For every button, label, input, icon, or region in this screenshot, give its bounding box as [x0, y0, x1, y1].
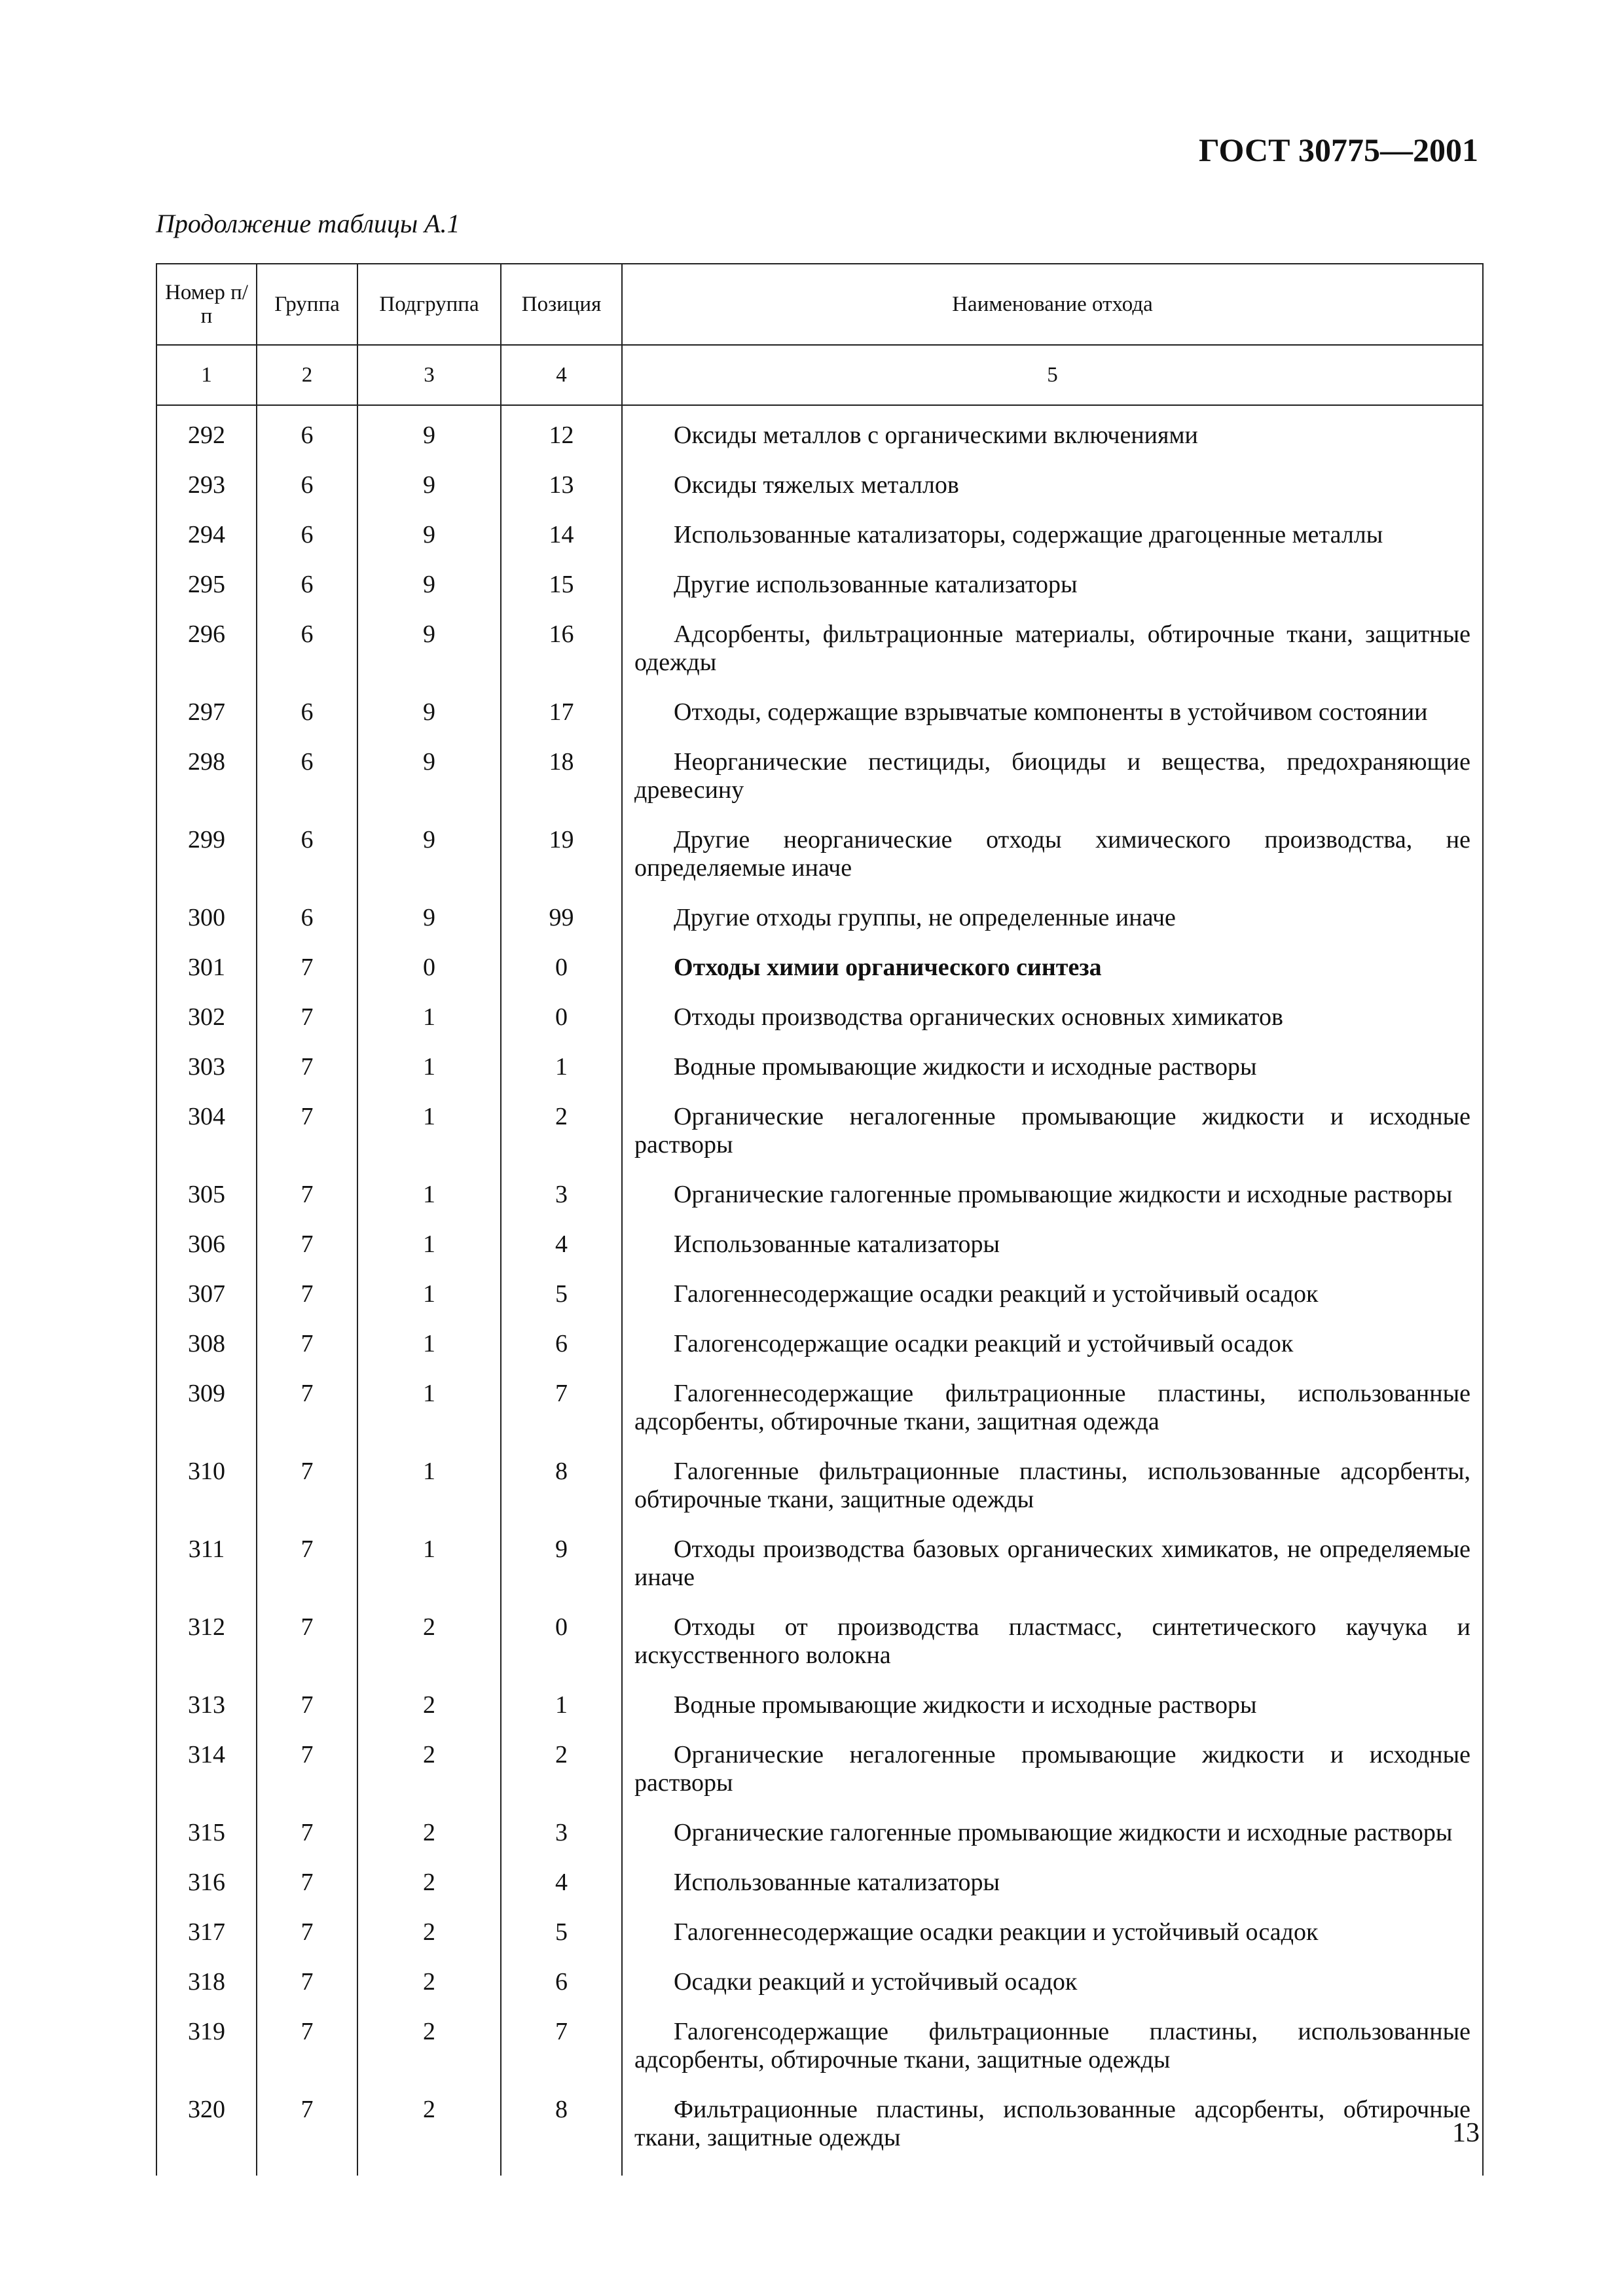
row-number: 295	[156, 563, 257, 613]
table-row	[156, 1095, 1483, 1173]
column-number-row	[156, 345, 1483, 405]
row-subgroup: 1	[357, 1223, 501, 1272]
row-number: 300	[156, 896, 257, 946]
row-subgroup: 1	[357, 1450, 501, 1528]
row-position: 8	[501, 1450, 622, 1528]
row-subgroup: 9	[357, 613, 501, 691]
row-subgroup: 2	[357, 1861, 501, 1910]
row-subgroup: 1	[357, 1528, 501, 1605]
row-position: 6	[501, 1960, 622, 2010]
row-number: 302	[156, 996, 257, 1045]
row-number: 313	[156, 1683, 257, 1733]
column-number: 3	[357, 345, 501, 405]
row-position: 13	[501, 463, 622, 513]
row-waste-name: Галогеннесодержащие фильтрационные пластины, использованные адсорбенты, обтирочные ткани, защитная одежда	[622, 1372, 1483, 1450]
row-group: 6	[257, 896, 357, 946]
row-number: 320	[156, 2088, 257, 2176]
header-subgroup: Подгруппа	[357, 264, 501, 345]
row-number: 318	[156, 1960, 257, 2010]
table-row	[156, 1733, 1483, 1811]
table-row	[156, 1450, 1483, 1528]
row-number: 310	[156, 1450, 257, 1528]
row-subgroup: 9	[357, 563, 501, 613]
table-row	[156, 563, 1483, 613]
table-row	[156, 1960, 1483, 2010]
row-group: 7	[257, 1910, 357, 1960]
row-group: 7	[257, 1733, 357, 1811]
row-group: 7	[257, 996, 357, 1045]
row-subgroup: 1	[357, 1322, 501, 1372]
row-waste-name: Органические негалогенные промывающие жидкости и исходные растворы	[622, 1095, 1483, 1173]
row-waste-name: Использованные катализаторы	[622, 1223, 1483, 1272]
row-waste-name: Осадки реакций и устойчивый осадок	[622, 1960, 1483, 2010]
row-position: 16	[501, 613, 622, 691]
row-position: 1	[501, 1683, 622, 1733]
row-number: 304	[156, 1095, 257, 1173]
row-waste-name: Неорганические пестициды, биоциды и вещества, предохраняющие древесину	[622, 740, 1483, 818]
table-row	[156, 1223, 1483, 1272]
column-number: 4	[501, 345, 622, 405]
row-number: 314	[156, 1733, 257, 1811]
row-number: 298	[156, 740, 257, 818]
row-group: 6	[257, 691, 357, 740]
table-header-row	[156, 264, 1483, 345]
table-row	[156, 463, 1483, 513]
row-group: 7	[257, 1960, 357, 2010]
row-position: 5	[501, 1910, 622, 1960]
row-position: 4	[501, 1223, 622, 1272]
row-waste-name: Органические негалогенные промывающие жидкости и исходные растворы	[622, 1733, 1483, 1811]
row-waste-name: Использованные катализаторы, содержащие драгоценные металлы	[622, 513, 1483, 563]
row-group: 7	[257, 1272, 357, 1322]
row-subgroup: 2	[357, 1811, 501, 1861]
row-waste-name: Другие отходы группы, не определенные иначе	[622, 896, 1483, 946]
row-position: 7	[501, 2010, 622, 2088]
row-waste-name: Водные промывающие жидкости и исходные растворы	[622, 1045, 1483, 1095]
table-row	[156, 1272, 1483, 1322]
row-waste-name: Отходы производства органических основных химикатов	[622, 996, 1483, 1045]
row-waste-name: Фильтрационные пластины, использованные адсорбенты, обтирочные ткани, защитные одежды	[622, 2088, 1483, 2176]
row-position: 15	[501, 563, 622, 613]
row-waste-name: Оксиды металлов с органическими включениями	[622, 405, 1483, 463]
row-waste-name: Использованные катализаторы	[622, 1861, 1483, 1910]
table-row	[156, 1322, 1483, 1372]
table-row	[156, 1045, 1483, 1095]
row-waste-name: Органические галогенные промывающие жидкости и исходные растворы	[622, 1811, 1483, 1861]
row-subgroup: 0	[357, 946, 501, 996]
table-row	[156, 1811, 1483, 1861]
header-number: Номер п/п	[156, 264, 257, 345]
column-number: 5	[622, 345, 1483, 405]
row-number: 307	[156, 1272, 257, 1322]
table-row	[156, 2088, 1483, 2176]
row-waste-name: Галогенсодержащие фильтрационные пластины, использованные адсорбенты, обтирочные ткани, защитные одежды	[622, 2010, 1483, 2088]
row-position: 14	[501, 513, 622, 563]
row-group: 6	[257, 405, 357, 463]
row-position: 2	[501, 1095, 622, 1173]
table-row	[156, 1173, 1483, 1223]
row-subgroup: 1	[357, 1272, 501, 1322]
row-subgroup: 9	[357, 818, 501, 896]
row-number: 306	[156, 1223, 257, 1272]
table-row	[156, 1528, 1483, 1605]
row-waste-name: Отходы производства базовых органических химикатов, не определяемые иначе	[622, 1528, 1483, 1605]
row-subgroup: 2	[357, 1733, 501, 1811]
row-waste-name: Галогенсодержащие осадки реакций и устойчивый осадок	[622, 1322, 1483, 1372]
waste-classification-table	[156, 263, 1484, 2176]
row-number: 296	[156, 613, 257, 691]
row-subgroup: 9	[357, 463, 501, 513]
row-group: 6	[257, 818, 357, 896]
table-row	[156, 740, 1483, 818]
row-position: 8	[501, 2088, 622, 2176]
row-group: 7	[257, 1223, 357, 1272]
row-waste-name: Галогеннесодержащие осадки реакций и устойчивый осадок	[622, 1272, 1483, 1322]
row-subgroup: 9	[357, 405, 501, 463]
row-position: 0	[501, 996, 622, 1045]
row-subgroup: 2	[357, 2010, 501, 2088]
row-group: 7	[257, 1450, 357, 1528]
row-position: 17	[501, 691, 622, 740]
row-subgroup: 9	[357, 513, 501, 563]
row-group: 7	[257, 1322, 357, 1372]
row-subgroup: 1	[357, 1372, 501, 1450]
row-group: 7	[257, 1372, 357, 1450]
row-group: 7	[257, 1528, 357, 1605]
row-group: 7	[257, 2010, 357, 2088]
row-position: 0	[501, 946, 622, 996]
row-subgroup: 1	[357, 1045, 501, 1095]
row-position: 7	[501, 1372, 622, 1450]
row-waste-name: Адсорбенты, фильтрационные материалы, обтирочные ткани, защитные одежды	[622, 613, 1483, 691]
row-waste-name: Другие использованные катализаторы	[622, 563, 1483, 613]
row-number: 301	[156, 946, 257, 996]
row-group: 6	[257, 740, 357, 818]
row-number: 293	[156, 463, 257, 513]
row-number: 312	[156, 1605, 257, 1683]
row-position: 5	[501, 1272, 622, 1322]
table-row	[156, 613, 1483, 691]
row-number: 294	[156, 513, 257, 563]
row-position: 3	[501, 1173, 622, 1223]
row-subgroup: 2	[357, 1960, 501, 2010]
column-number: 1	[156, 345, 257, 405]
row-position: 0	[501, 1605, 622, 1683]
row-group: 7	[257, 1173, 357, 1223]
table-row	[156, 1372, 1483, 1450]
table-row	[156, 818, 1483, 896]
row-number: 303	[156, 1045, 257, 1095]
header-waste-name: Наименование отхода	[622, 264, 1483, 345]
row-number: 315	[156, 1811, 257, 1861]
row-waste-name: Отходы химии органического синтеза	[622, 946, 1483, 996]
row-position: 1	[501, 1045, 622, 1095]
row-waste-name: Другие неорганические отходы химического производства, не определяемые иначе	[622, 818, 1483, 896]
row-number: 299	[156, 818, 257, 896]
table-row	[156, 513, 1483, 563]
table-row	[156, 996, 1483, 1045]
row-group: 6	[257, 563, 357, 613]
row-group: 6	[257, 613, 357, 691]
row-position: 19	[501, 818, 622, 896]
row-waste-name: Отходы, содержащие взрывчатые компоненты в устойчивом состоянии	[622, 691, 1483, 740]
row-waste-name: Галогеннесодержащие осадки реакции и устойчивый осадок	[622, 1910, 1483, 1960]
row-waste-name: Отходы от производства пластмасс, синтетического каучука и искусственного волокна	[622, 1605, 1483, 1683]
row-waste-name: Водные промывающие жидкости и исходные растворы	[622, 1683, 1483, 1733]
table-row	[156, 946, 1483, 996]
row-number: 297	[156, 691, 257, 740]
header-position: Позиция	[501, 264, 622, 345]
row-subgroup: 1	[357, 996, 501, 1045]
row-group: 7	[257, 1605, 357, 1683]
row-number: 317	[156, 1910, 257, 1960]
row-group: 7	[257, 2088, 357, 2176]
column-number: 2	[257, 345, 357, 405]
table-body	[156, 405, 1483, 2176]
row-position: 12	[501, 405, 622, 463]
table-row	[156, 2010, 1483, 2088]
page-number: 13	[1452, 2118, 1480, 2148]
row-number: 292	[156, 405, 257, 463]
row-subgroup: 2	[357, 1910, 501, 1960]
row-number: 305	[156, 1173, 257, 1223]
row-position: 9	[501, 1528, 622, 1605]
row-subgroup: 1	[357, 1173, 501, 1223]
row-group: 7	[257, 1861, 357, 1910]
table-row	[156, 896, 1483, 946]
table-caption: Продолжение таблицы А.1	[156, 209, 460, 238]
table-row	[156, 1910, 1483, 1960]
row-waste-name: Галогенные фильтрационные пластины, использованные адсорбенты, обтирочные ткани, защитные одежды	[622, 1450, 1483, 1528]
row-position: 4	[501, 1861, 622, 1910]
row-subgroup: 9	[357, 691, 501, 740]
row-number: 309	[156, 1372, 257, 1450]
row-number: 308	[156, 1322, 257, 1372]
table-row	[156, 1683, 1483, 1733]
table-row	[156, 405, 1483, 463]
row-number: 311	[156, 1528, 257, 1605]
row-number: 319	[156, 2010, 257, 2088]
row-group: 7	[257, 1811, 357, 1861]
row-position: 3	[501, 1811, 622, 1861]
row-group: 7	[257, 1095, 357, 1173]
row-group: 6	[257, 513, 357, 563]
table-row	[156, 1861, 1483, 1910]
row-subgroup: 2	[357, 2088, 501, 2176]
row-position: 99	[501, 896, 622, 946]
row-subgroup: 9	[357, 740, 501, 818]
document-code: ГОСТ 30775—2001	[1198, 132, 1478, 168]
row-waste-name: Органические галогенные промывающие жидкости и исходные растворы	[622, 1173, 1483, 1223]
row-group: 7	[257, 1045, 357, 1095]
table-row	[156, 1605, 1483, 1683]
row-subgroup: 9	[357, 896, 501, 946]
row-position: 18	[501, 740, 622, 818]
row-number: 316	[156, 1861, 257, 1910]
row-subgroup: 2	[357, 1605, 501, 1683]
row-position: 6	[501, 1322, 622, 1372]
row-subgroup: 1	[357, 1095, 501, 1173]
row-group: 7	[257, 1683, 357, 1733]
row-group: 6	[257, 463, 357, 513]
row-group: 7	[257, 946, 357, 996]
row-waste-name: Оксиды тяжелых металлов	[622, 463, 1483, 513]
row-subgroup: 2	[357, 1683, 501, 1733]
table-row	[156, 691, 1483, 740]
header-group: Группа	[257, 264, 357, 345]
row-position: 2	[501, 1733, 622, 1811]
